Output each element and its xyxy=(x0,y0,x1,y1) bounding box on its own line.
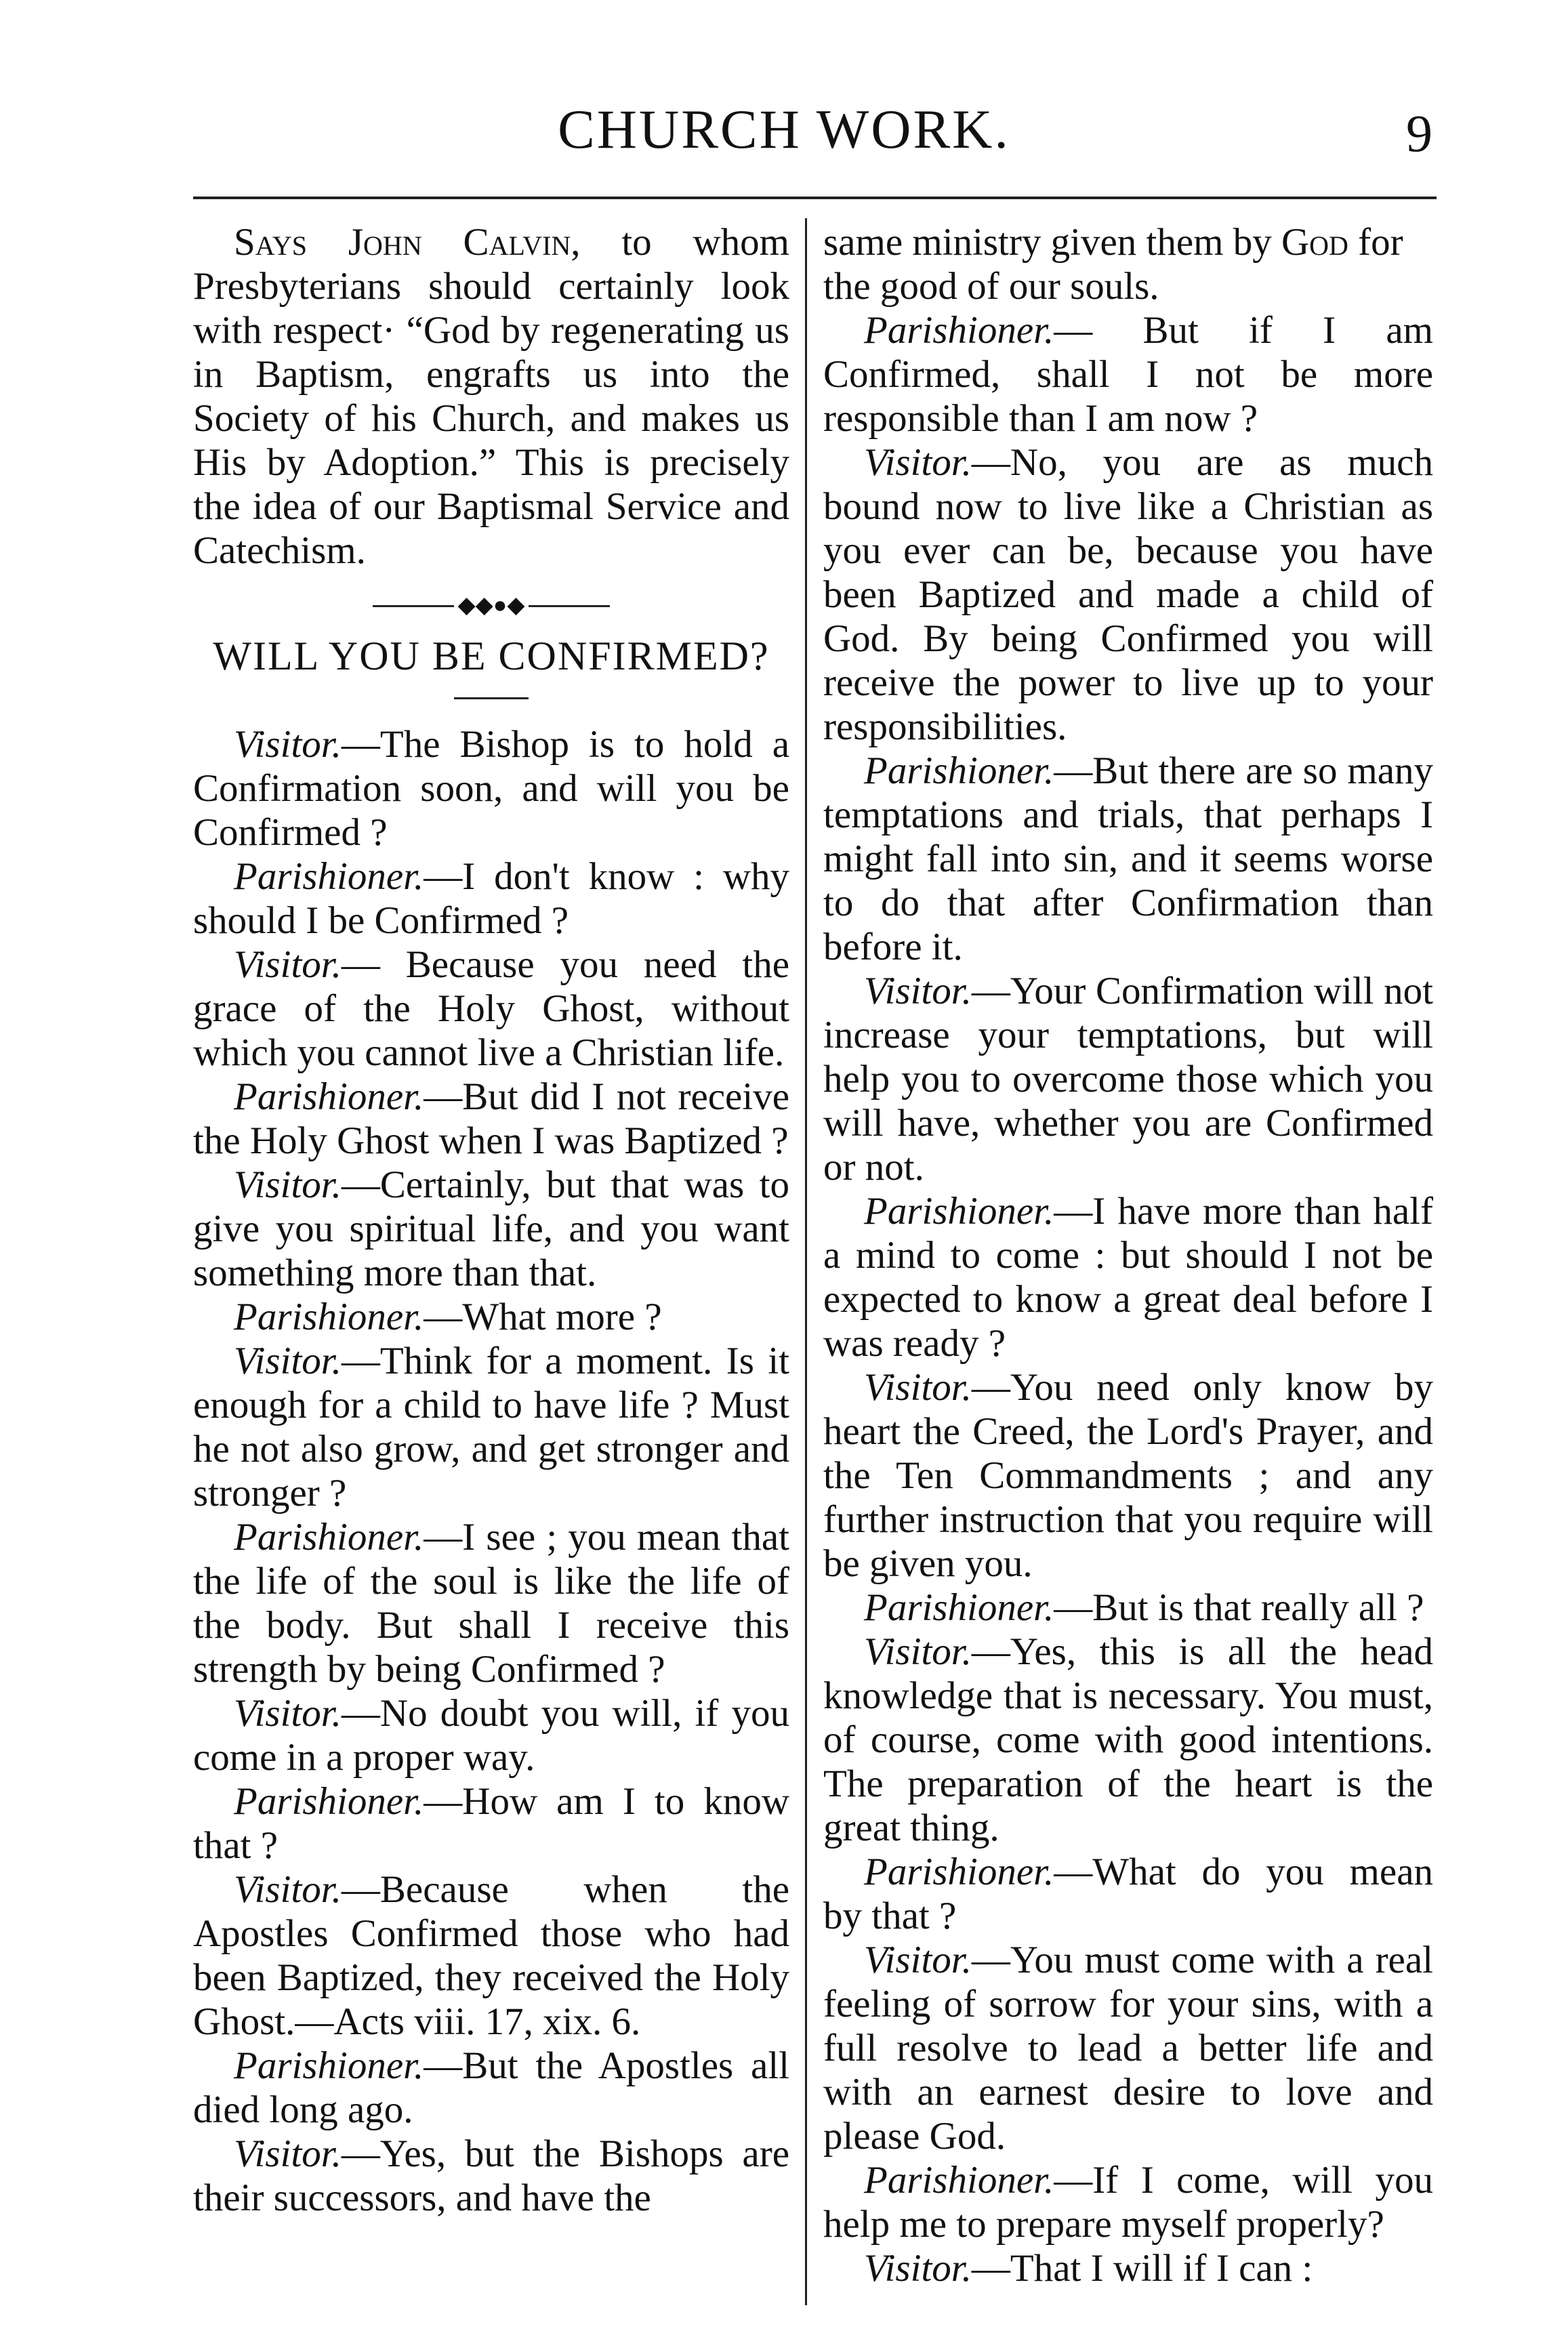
continuation-text: same ministry given them by xyxy=(823,221,1281,264)
dialogue-text: —Yes, this is all the head knowledge that is necessary. You must, of course, come with good intentions. The preparation of the heart is the great thing. xyxy=(823,1630,1433,1849)
dialogue-text: — But if I am Confirmed, shall I not be more responsible than I am now ? xyxy=(823,309,1433,440)
dialogue-text: —But the Apostles all died long ago. xyxy=(193,2044,789,2131)
dialogue-line xyxy=(193,1163,789,1295)
continuation-god: God xyxy=(1281,221,1348,264)
speaker-label: Visitor. xyxy=(864,441,972,484)
speaker-label: Parishioner. xyxy=(234,1075,424,1118)
dialogue-line xyxy=(823,308,1433,440)
dialogue-line xyxy=(823,2158,1433,2246)
speaker-label: Parishioner. xyxy=(234,1296,424,1338)
dialogue-line xyxy=(193,2132,789,2220)
speaker-label: Visitor. xyxy=(234,1868,342,1911)
speaker-label: Visitor. xyxy=(864,970,972,1012)
dialogue-line xyxy=(193,2044,789,2132)
right-column xyxy=(823,220,1433,2290)
dialogue-text: —If I come, will you help me to prepare myself properly? xyxy=(823,2159,1433,2246)
speaker-label: Visitor. xyxy=(864,1939,972,1981)
right-dialogue xyxy=(823,308,1433,2290)
dialogue-text: —No doubt you will, if you come in a proper way. xyxy=(193,1692,789,1779)
speaker-label: Parishioner. xyxy=(864,1586,1054,1629)
speaker-label: Parishioner. xyxy=(864,2159,1054,2202)
dialogue-line xyxy=(823,440,1433,749)
speaker-label: Visitor. xyxy=(234,1163,342,1206)
dialogue-text: —But did I not receive the Holy Ghost when I was Baptized ? xyxy=(193,1075,789,1162)
dialogue-line xyxy=(823,1365,1433,1586)
left-column xyxy=(193,220,789,2220)
speaker-label: Visitor. xyxy=(864,1366,972,1409)
speaker-label: Parishioner. xyxy=(864,309,1054,352)
dialogue-text: —Your Confirmation will not increase your temptations, but will help you to overcome those which you will have, whether you are Confirmed or not. xyxy=(823,970,1433,1189)
speaker-label: Parishioner. xyxy=(864,749,1054,792)
dialogue-line xyxy=(823,1850,1433,1938)
ornament-rule-left xyxy=(373,605,454,607)
speaker-label: Parishioner. xyxy=(864,1190,1054,1233)
dialogue-text: —How am I to know that ? xyxy=(193,1780,789,1867)
speaker-label: Parishioner. xyxy=(864,1851,1054,1893)
running-head xyxy=(0,98,1568,183)
continuation-text-end: for the good of our souls. xyxy=(823,221,1403,308)
dialogue-line xyxy=(193,722,789,854)
dialogue-text: —What do you mean by that ? xyxy=(823,1851,1433,1937)
column-divider xyxy=(805,218,807,2305)
speaker-label: Visitor. xyxy=(234,2132,342,2175)
dialogue-text: —I have more than half a mind to come : but should I not be expected to know a great deal before I was ready ? xyxy=(823,1190,1433,1365)
dialogue-text: —The Bishop is to hold a Confirmation soon, and will you be Confirmed ? xyxy=(193,723,789,854)
ornament-icon: ◆◆●◆ xyxy=(457,593,525,619)
dialogue-line xyxy=(823,969,1433,1189)
speaker-label: Visitor. xyxy=(234,723,342,766)
dialogue-line xyxy=(823,1189,1433,1365)
dialogue-text: —Yes, but the Bishops are their successors, and have the xyxy=(193,2132,789,2219)
page-number: 9 xyxy=(1406,104,1432,163)
speaker-label: Visitor. xyxy=(234,1692,342,1735)
dialogue-text: —That I will if I can : xyxy=(971,2247,1313,2290)
dialogue-line xyxy=(823,1586,1433,1630)
speaker-label: Parishioner. xyxy=(234,855,424,898)
header-rule xyxy=(193,197,1437,199)
calvin-lead: Says John Calvin, xyxy=(234,221,581,264)
speaker-label: Parishioner. xyxy=(234,1780,424,1823)
dialogue-line xyxy=(193,1295,789,1339)
dialogue-line xyxy=(193,1339,789,1515)
dialogue-line xyxy=(823,1938,1433,2158)
dialogue-text: —You need only know by heart the Creed, the Lord's Prayer, and the Ten Commandments ; and any further instruction that you require will be given you. xyxy=(823,1366,1433,1585)
dialogue-text: —Think for a moment. Is it enough for a child to have life ? Must he not also grow, and get stronger and stronger ? xyxy=(193,1340,789,1514)
dialogue-text: — Because you need the grace of the Holy Ghost, without which you cannot live a Christian life. xyxy=(193,943,789,1074)
dialogue-line xyxy=(823,1630,1433,1850)
speaker-label: Parishioner. xyxy=(234,2044,424,2087)
dialogue-text: —Because when the Apostles Confirmed those who had been Baptized, they received the Holy Ghost.—Acts viii. 17, xix. 6. xyxy=(193,1868,789,2043)
dialogue-text: —Certainly, but that was to give you spiritual life, and you want something more than that. xyxy=(193,1163,789,1294)
speaker-label: Visitor. xyxy=(234,1340,342,1382)
speaker-label: Visitor. xyxy=(234,943,342,986)
dialogue-text: —What more ? xyxy=(424,1296,662,1338)
dialogue-line xyxy=(823,749,1433,969)
dialogue-text: —But is that really all ? xyxy=(1054,1586,1424,1629)
calvin-text: to whom Presbyterians should certainly look with respect· “God by regenerating us in Baptism, engrafts us into the Society of his Church, and makes us His by Adoption.” This is precisely the idea of our Baptismal Service and Catechism. xyxy=(193,221,789,572)
left-dialogue xyxy=(193,722,789,2220)
article-heading: WILL YOU BE CONFIRMED? xyxy=(213,634,770,678)
heading-rule xyxy=(454,697,529,699)
dialogue-line xyxy=(193,1868,789,2044)
dialogue-text: —No, you are as much bound now to live like a Christian as you ever can be, because you have been Baptized and made a child of God. By being Confirmed you will receive the power to live up to your responsibilities. xyxy=(823,441,1433,748)
dialogue-text: —You must come with a real feeling of sorrow for your sins, with a full resolve to lead a better life and with an earnest desire to love and please God. xyxy=(823,1939,1433,2158)
dialogue-text: —I see ; you mean that the life of the soul is like the life of the body. But shall I receive this strength by being Confirmed ? xyxy=(193,1516,789,1691)
ornament-rule-right xyxy=(529,605,610,607)
speaker-label: Visitor. xyxy=(864,1630,972,1673)
dialogue-text: —I don't know : why should I be Confirmed ? xyxy=(193,855,789,942)
dialogue-line xyxy=(193,1075,789,1163)
speaker-label: Visitor. xyxy=(864,2247,972,2290)
dialogue-line xyxy=(193,1691,789,1779)
calvin-paragraph xyxy=(193,220,789,573)
dialogue-line xyxy=(193,854,789,943)
continuation-paragraph xyxy=(823,220,1433,308)
section-ornament xyxy=(193,593,789,619)
running-title: CHURCH WORK. xyxy=(558,98,1010,160)
dialogue-line xyxy=(823,2246,1433,2290)
dialogue-line xyxy=(193,1515,789,1691)
dialogue-line xyxy=(193,943,789,1075)
dialogue-line xyxy=(193,1779,789,1868)
dialogue-text: —But there are so many temptations and trials, that perhaps I might fall into sin, and it seems worse to do that after Confirmation than before it. xyxy=(823,749,1433,968)
speaker-label: Parishioner. xyxy=(234,1516,424,1559)
